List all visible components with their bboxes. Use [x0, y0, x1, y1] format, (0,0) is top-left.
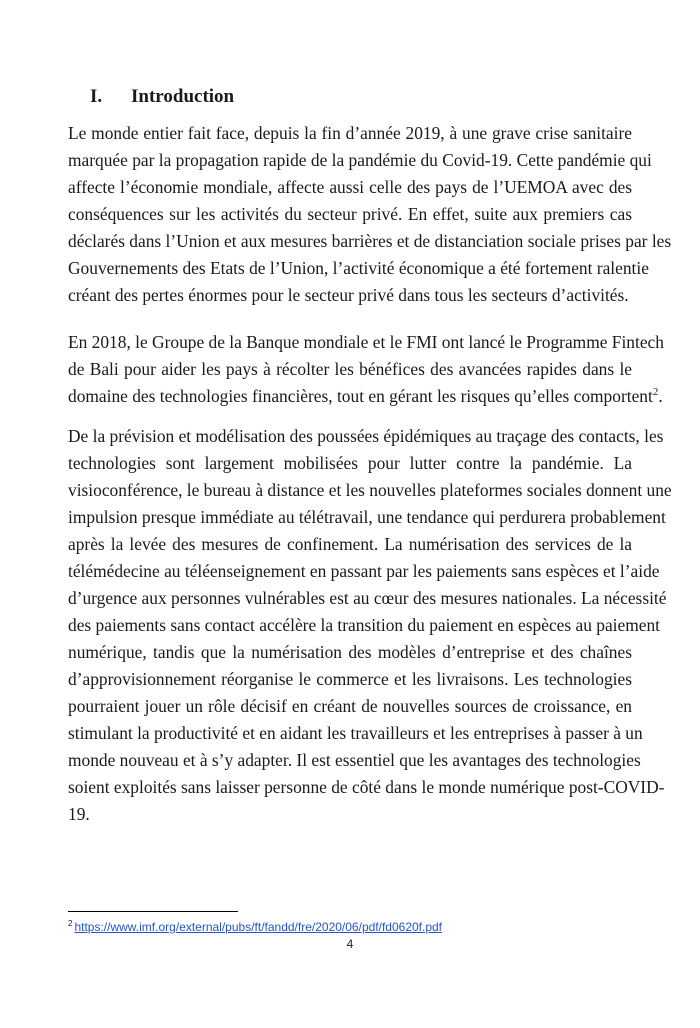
- paragraph-line-with-footnote: [68, 383, 663, 410]
- paragraph-line: pourraient jouer un rôle décisif en créant de nouvelles sources de croissance, en: [68, 696, 632, 716]
- paragraph-line: après la levée des mesures de confinement. La numérisation des services de la: [68, 534, 632, 554]
- footnote-reference[interactable]: 2: [652, 386, 659, 399]
- footnote-marker: 2: [68, 919, 73, 928]
- paragraph-line: En 2018, le Groupe de la Banque mondiale et le FMI ont lancé le Programme Fintech: [68, 332, 664, 352]
- paragraph-line: visioconférence, le bureau à distance et les nouvelles plateformes sociales donnent une: [68, 480, 672, 500]
- section-title: Introduction: [131, 86, 235, 107]
- paragraph-line: stimulant la productivité et en aidant les travailleurs et les entreprises à passer à un: [68, 723, 643, 743]
- paragraph-line: numérique, tandis que la numérisation des modèles d’entreprise et des chaînes: [68, 642, 632, 662]
- paragraph-line: marquée par la propagation rapide de la pandémie du Covid-19. Cette pandémie qui: [68, 150, 652, 170]
- section-heading: [90, 86, 234, 108]
- page-number: 4: [346, 937, 354, 951]
- sentence-end-punctuation: .: [658, 386, 663, 406]
- footnote-link[interactable]: https://www.imf.org/external/pubs/ft/fandd/fre/2020/06/pdf/fd0620f.pdf: [74, 920, 443, 934]
- paragraph-line: impulsion presque immédiate au télétravail, une tendance qui perdurera probablement: [68, 507, 666, 527]
- paragraph-line: affecte l’économie mondiale, affecte aussi celle des pays de l’UEMOA avec des: [68, 177, 632, 197]
- paragraph-line: monde nouveau et à s’y adapter. Il est essentiel que les avantages des technologies: [68, 750, 641, 770]
- section-number: I.: [90, 86, 103, 107]
- paragraph-line: De la prévision et modélisation des poussées épidémiques au traçage des contacts, les: [68, 426, 664, 446]
- paragraph-line: d’urgence aux personnes vulnérables est au cœur des mesures nationales. La nécessité: [68, 588, 667, 608]
- paragraph-line: télémédecine au téléenseignement en passant par les paiements sans espèces et l’aide: [68, 561, 660, 581]
- paragraph-line: 19.: [68, 804, 90, 824]
- footnote: [68, 920, 442, 934]
- paragraph-line: Le monde entier fait face, depuis la fin d’année 2019, à une grave crise sanitaire: [68, 123, 632, 143]
- paragraph-line: Gouvernements des Etats de l’Union, l’activité économique a été fortement ralentie: [68, 258, 649, 278]
- paragraph-line: conséquences sur les activités du secteur privé. En effet, suite aux premiers cas: [68, 204, 632, 224]
- paragraph-2: [68, 329, 664, 410]
- paragraph-line: déclarés dans l’Union et aux mesures barrières et de distanciation sociale prises par les: [68, 231, 672, 251]
- footnote-separator: [68, 911, 238, 912]
- paragraph-line: de Bali pour aider les pays à récolter les bénéfices des avancées rapides dans le: [68, 359, 632, 379]
- paragraph-line: d’approvisionnement réorganise le commerce et les livraisons. Les technologies: [68, 669, 632, 689]
- paragraph-1: [68, 120, 672, 309]
- paragraph-line: technologies sont largement mobilisées pour lutter contre la pandémie. La: [68, 453, 632, 473]
- paragraph-line: des paiements sans contact accélère la transition du paiement en espèces au paiement: [68, 615, 660, 635]
- paragraph-line-text: domaine des technologies financières, tout en gérant les risques qu’elles comportent: [68, 386, 653, 406]
- paragraph-line: soient exploités sans laisser personne de côté dans le monde numérique post-COVID-: [68, 777, 665, 797]
- paragraph-3: [68, 423, 672, 828]
- paragraph-line: créant des pertes énormes pour le secteur privé dans tous les secteurs d’activités.: [68, 285, 629, 305]
